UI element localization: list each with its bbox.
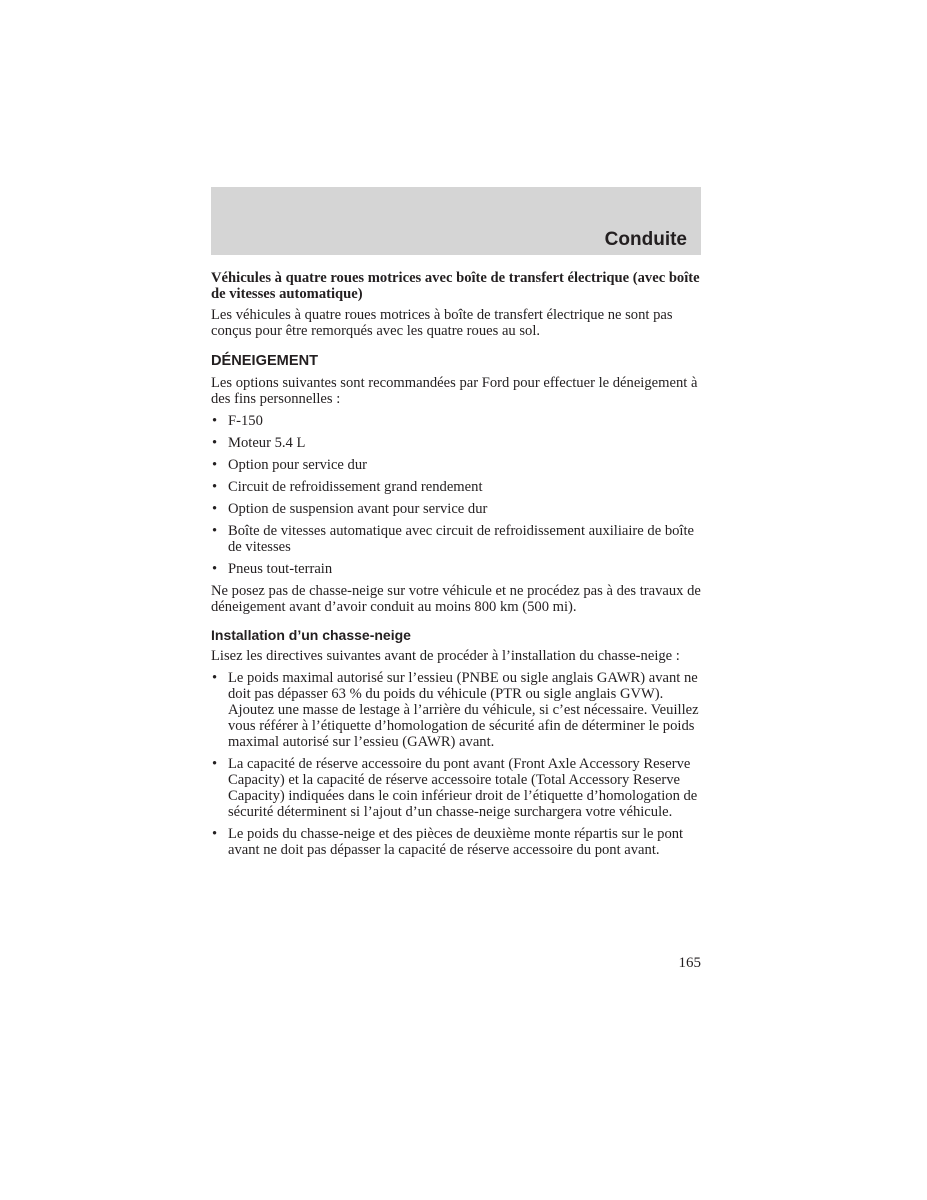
bullet-icon: • bbox=[212, 523, 218, 539]
paragraph-installation-intro: Lisez les directives suivantes avant de procéder à l’installation du chasse-neige : bbox=[211, 648, 680, 664]
list-item: • Option pour service dur bbox=[212, 457, 368, 473]
paragraph-deneigement-note: Ne posez pas de chasse-neige sur votre véhicule et ne procédez pas à des travaux de déneigement avant d’avoir conduit au moins 800 km (500 mi). bbox=[211, 583, 701, 615]
bullet-icon: • bbox=[212, 826, 218, 842]
bullet-icon: • bbox=[212, 435, 218, 451]
bullet-icon: • bbox=[212, 670, 218, 686]
bullet-icon: • bbox=[212, 457, 218, 473]
list-item: • Moteur 5.4 L bbox=[212, 435, 306, 451]
paragraph-deneigement-intro: Les options suivantes sont recommandées par Ford pour effectuer le déneigement à des fins personnelles : bbox=[211, 375, 698, 407]
list-item: • La capacité de réserve accessoire du pont avant (Front Axle Accessory Reserve Capacity) et la capacité de réserve accessoire totale (Total Accessory Reserve Capacity) indiquées dans le coin inférieur droit de l’étiquette d’homologation de sécurité déterminent si l’ajout d’un chasse-neige surchargera votre véhicule. bbox=[212, 756, 698, 820]
bullet-icon: • bbox=[212, 501, 218, 517]
page-number: 165 bbox=[678, 955, 701, 971]
list-item: • Circuit de refroidissement grand rendement bbox=[212, 479, 483, 495]
list-item: • Option de suspension avant pour service dur bbox=[212, 501, 488, 517]
page-content bbox=[211, 270, 703, 864]
paragraph-4wd: Les véhicules à quatre roues motrices à boîte de transfert électrique ne sont pas conçus pour être remorqués avec les quatre roues au sol. bbox=[211, 307, 673, 339]
list-item: • Boîte de vitesses automatique avec circuit de refroidissement auxiliaire de boîte de vitesses bbox=[212, 523, 695, 555]
directives-list bbox=[211, 670, 703, 858]
chapter-title: Conduite bbox=[604, 229, 687, 250]
chapter-header-band bbox=[211, 187, 701, 255]
section-heading-installation: Installation d’un chasse-neige bbox=[211, 627, 411, 643]
bullet-icon: • bbox=[212, 479, 218, 495]
bullet-icon: • bbox=[212, 756, 218, 772]
list-item: • Le poids maximal autorisé sur l’essieu (PNBE ou sigle anglais GAWR) avant ne doit pas dépasser 63 % du poids du véhicule (PTR ou sigle anglais GVW). Ajoutez une masse de lestage à l’arrière du véhicule, si c’est nécessaire. Veuillez vous référer à l’étiquette d’homologation de sécurité afin de déterminer le poids maximal autorisé sur l’essieu (GAWR) avant. bbox=[212, 670, 699, 750]
section-heading-4wd: Véhicules à quatre roues motrices avec boîte de transfert électrique (avec boîte de vitesses automatique) bbox=[211, 270, 700, 302]
options-list bbox=[211, 413, 703, 577]
section-heading-deneigement: DÉNEIGEMENT bbox=[211, 353, 319, 369]
list-item: • Pneus tout-terrain bbox=[212, 561, 333, 577]
bullet-icon: • bbox=[212, 561, 218, 577]
bullet-icon: • bbox=[212, 413, 218, 429]
list-item: • F-150 bbox=[212, 413, 263, 429]
list-item: • Le poids du chasse-neige et des pièces de deuxième monte répartis sur le pont avant ne doit pas dépasser la capacité de réserve accessoire du pont avant. bbox=[212, 826, 684, 858]
